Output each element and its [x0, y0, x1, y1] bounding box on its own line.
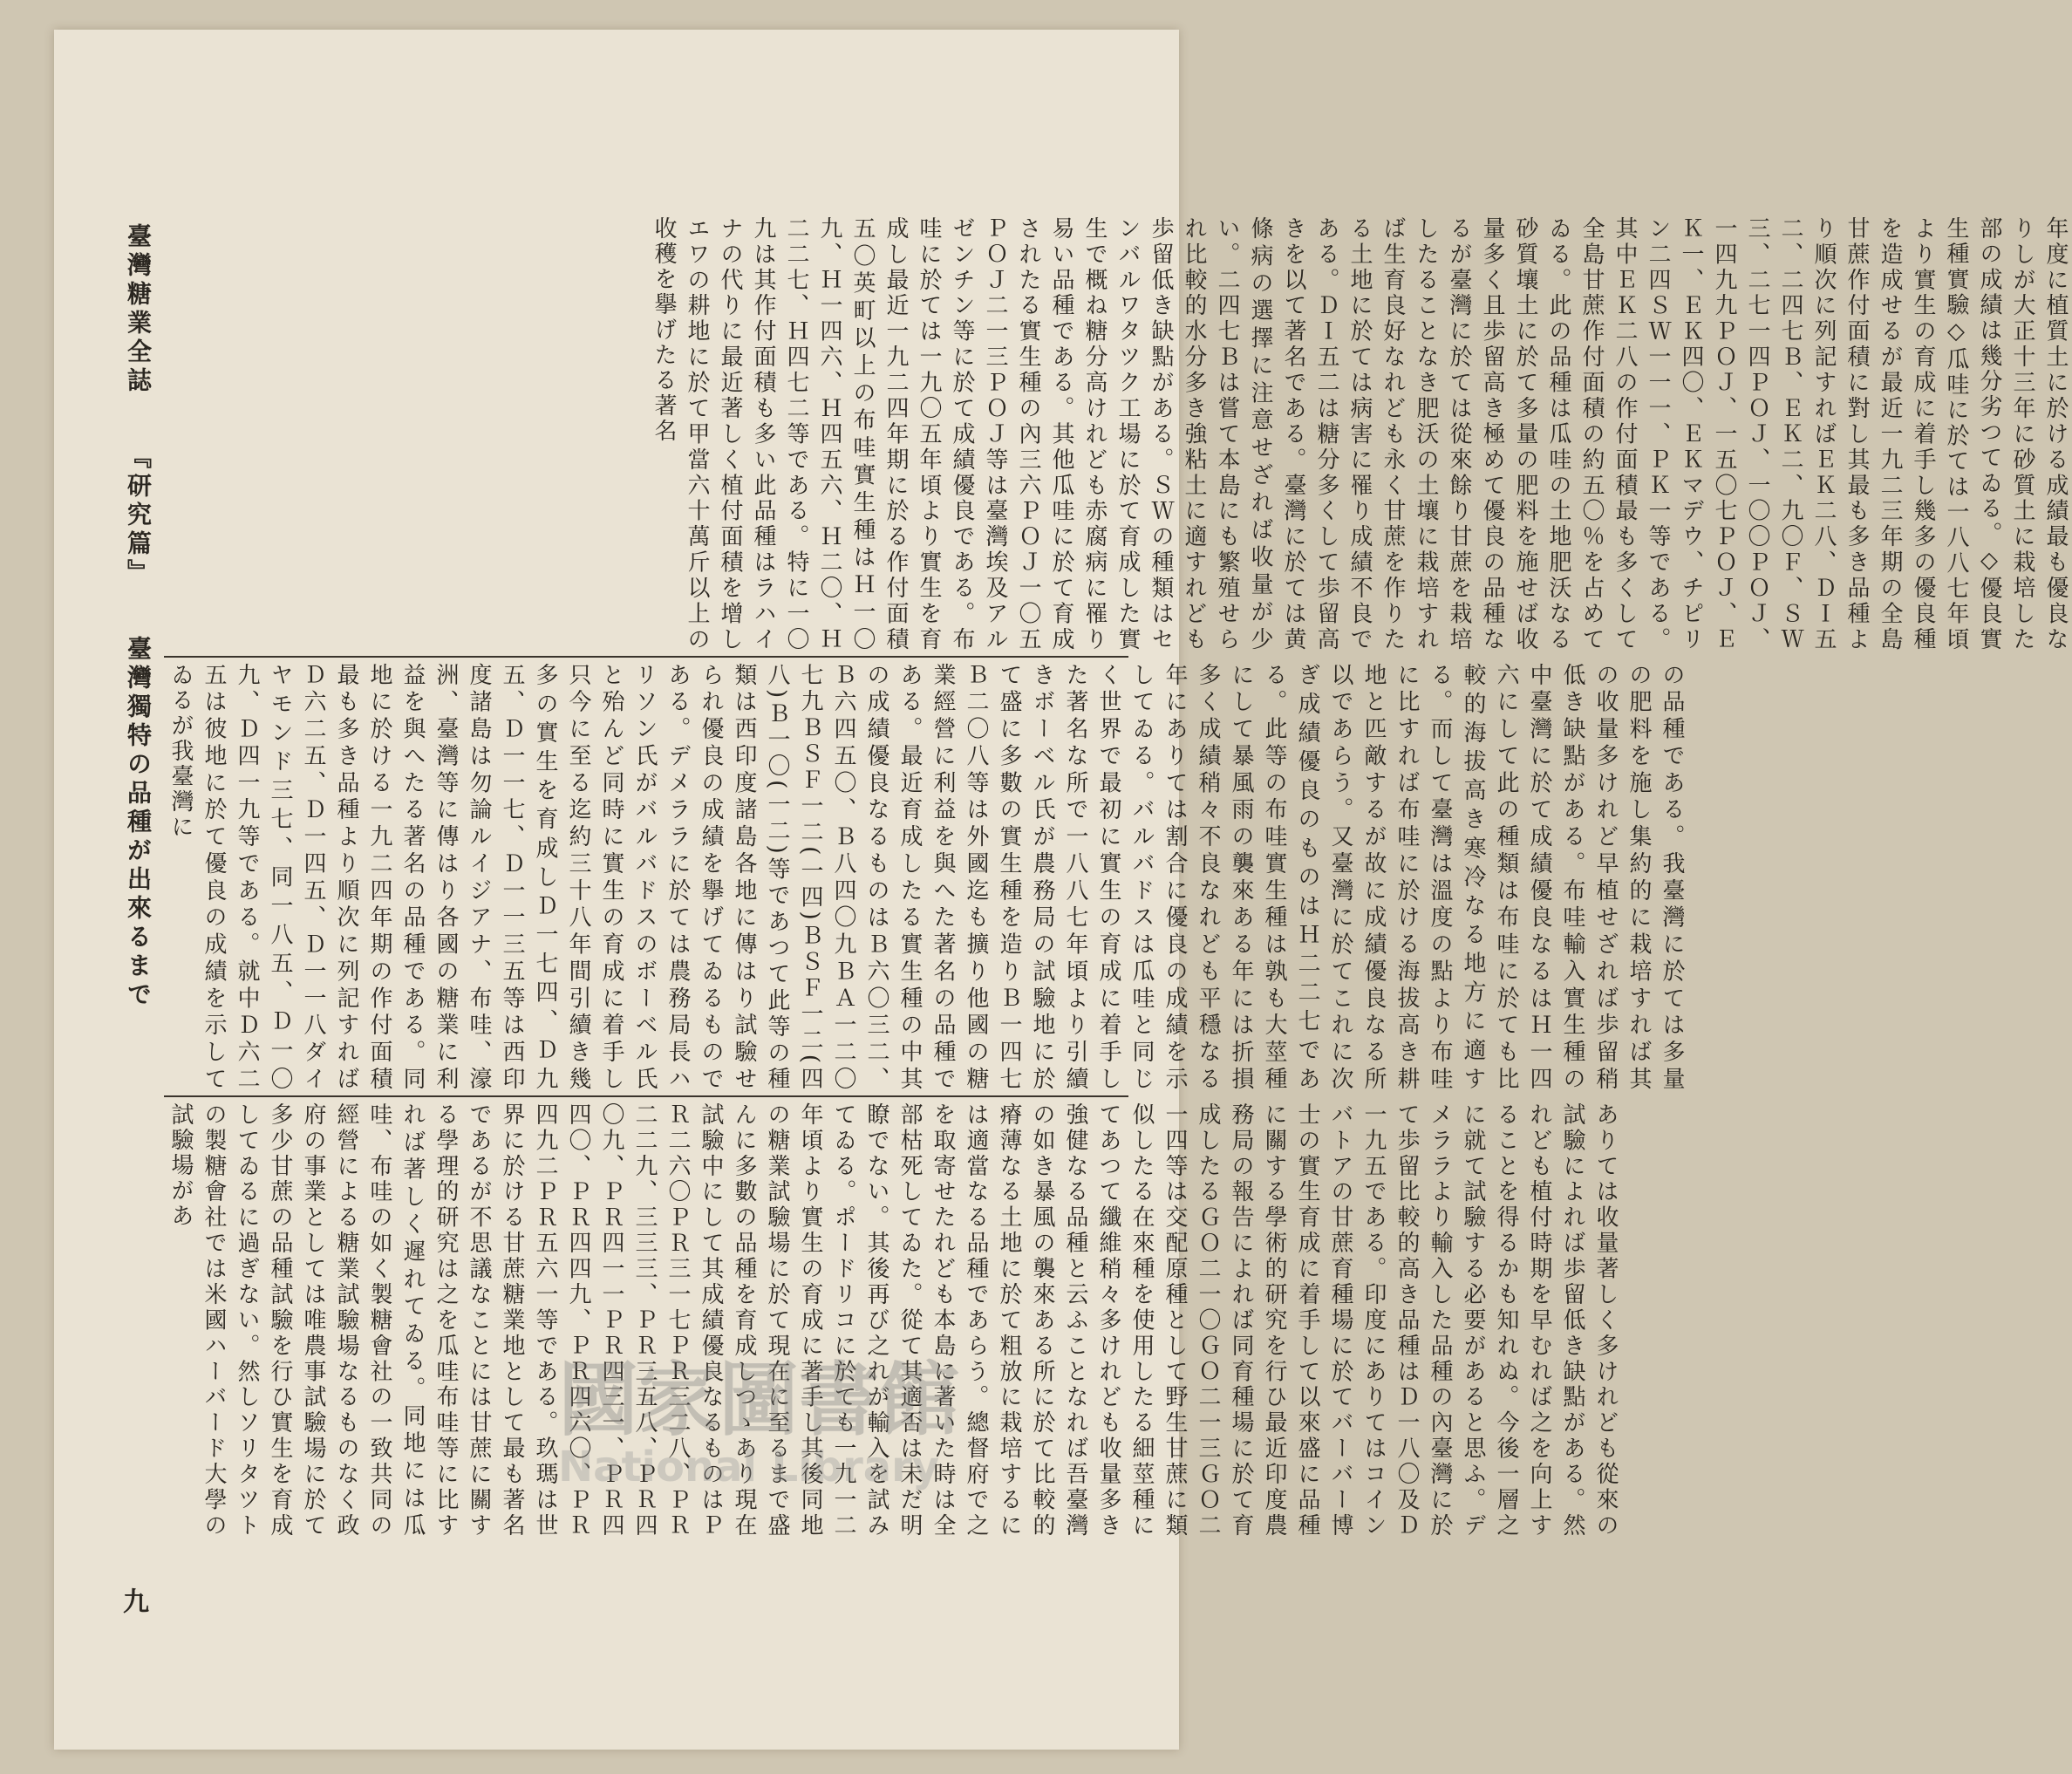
- text-block-top: [647, 216, 2069, 652]
- column-divider-top: [164, 656, 1128, 658]
- library-watermark: [558, 1354, 1134, 1561]
- text-block-middle-body: の品種である。我臺灣に於ては多量の肥料を施し集約的に栽培すれば其の收量多けれど早植せざれば歩留稍低き缺點がある。布哇輸入實生種の中臺灣に於て成績優良なるはＨ一四六にして此の種類は布哇に於ても比較的海拔高き寒冷なる地方に適する。而して臺灣は溫度の點より布哇に比すれば布哇に於ける海拔高き耕地と匹敵するが故に成績優良なる所以であらう。又臺灣に於てこれに次ぎ成績優良のものはＨ二二七である。此等の布哇實生種は孰も大莖種にして暴風雨の襲來ある年には折損多く成績稍々不良なれども平穩なる年にありては割合に優良の成績を示してゐる。バルバドスは瓜哇と同じく世界で最初に實生の育成に着手した著名な所で一八八七年頃より引續きボーベル氏が農務局の試驗地に於て盛に多數の實生種を造りＢ一四七Ｂ二〇八等は外國迄も擴り他國の糖業經營に利益を與へた著名の品種である。最近育成したる實生種の中其の成績優良なるものはＢ六〇三二、Ｂ六四五〇、Ｂ八四〇九ＢＡ一二〇七九ＢＳＦ一二(一四)ＢＳＦ一二(四八)Ｂ一〇(一二)等であつて此等の種類は西印度諸島各地に傳はり試驗せられ優良の成績を擧げてゐるものである。デメララに於ては農務局長ハリソン氏がバルバドスのボーベル氏と殆んど同時に實生の育成に着手し只今に至る迄約三十八年間引續き幾多の實生を育成しＤ一七四、Ｄ九五、Ｄ一一七、Ｄ一一三五等は西印度諸島は勿論ルイジアナ、布哇、濠洲、臺灣等に傳はり各國の糖業に利益を與へたる著名の品種である。同地に於ける一九二四年期の作付面積最も多き品種より順次に列記すればＤ六二五、Ｄ一四五、Ｄ一一八ダイヤモンド三七、同一八五、Ｄ一〇九、Ｄ四一九等である。就中Ｄ六二五は彼地に於て優良の成績を示してゐるが我臺灣に: [167, 663, 1685, 1093]
- section-title: 『研究篇』: [124, 443, 153, 588]
- column-divider-bottom: [164, 1095, 1128, 1097]
- text-block-top-right: 年度に植質土に於ける成績最も優良なりしが大正十三年に砂質土に栽培した部の成績は幾分劣つてゐる。◇優良實生種實驗◇瓜哇に於ては一八八七年頃より實生の育成に着手し幾多の優良種を造成せるが最近一九二三年期の全島甘蔗作付面積に對し其最も多き品種より順次に列記すればＥＫ二八、ＤＩ五二、二四七Ｂ、ＥＫ二、九〇Ｆ、ＳＷ三、二七一四ＰＯＪ、一〇〇ＰＯＪ、一四九九ＰＯＪ、一五〇七ＰＯＪ、ＥＫ一、ＥＫ四〇、ＥＫマデウ、チピリン二四ＳＷ一一一、ＰＫ一等である。其中ＥＫ二八の作付面積最も多くして全島甘蔗作付面積の約五〇％を占めてゐる。此の品種は瓜哇の土地肥沃なる砂質壤土に於て多量の肥料を施せば收量多く且歩留高き極めて優良の品種なるが臺灣に於ては從來餘り甘蔗を栽培したることなき肥沃の土壤に栽培すれば生育良好なれども永く甘蔗を作りたる土地に於ては病害に罹り成績不良である。ＤＩ五二は糖分多くして歩留高きを以て著名である。臺灣に於ては黄條病の選擇に注意せざれば收量が少い。二四七Ｂは嘗て本島にも繁殖せられ比較的水分多き強粘土に適すれども歩留低き缺點がある。ＳＷの種類はセンバルワタツク工場に於て育成した實生で概ね糖分高けれども赤腐病に罹り易い品種である。其他瓜哇に於て育成されたる實生種の內三六ＰＯＪ一〇五ＰＯＪ二一三ＰＯＪ等は臺灣埃及アルゼンチン等に於て成績優良である。布哇に於ては一九〇五年頃より實生を育成し最近一九二四年期に於る作付面積五〇英町以上の布哇實生種はＨ一〇九、Ｈ一四六、Ｈ四五六、Ｈ二〇、Ｈ二二七、Ｈ四七二等である。特に一〇九は其作付面積も多い此品種はラハイナの代りに最近著しく植付面積を增しエワの耕地に於て甲當六十萬斤以上の收穫を擧げたる著名: [651, 216, 2069, 652]
- watermark-sub: National Library: [558, 1443, 940, 1491]
- running-header: [120, 223, 155, 1095]
- page-number: 九: [118, 1587, 148, 1614]
- journal-title: 臺灣糖業全誌: [124, 223, 153, 396]
- article-title: 臺灣獨特の品種が出來るまで: [124, 635, 153, 1010]
- text-block-middle: [164, 663, 1685, 1093]
- text-block-bottom-body: ありては收量著しく多けれども從來の試驗によれば歩留低き缺點がある。然れども植付時期を早むれば之を向上することを得るかも知れぬ。今後一層之に就て試驗する必要があると思ふ。デメララより輸入した品種の內臺灣に於て歩留比較的高き品種はＤ一八〇及Ｄ一九五である。印度にありてはコインバトアの甘蔗育種場に於てバーバー博士の實生育成に着手して以來盛に品種に關する學術的研究を行ひ最近印度農務局の報告によれば同育種場に於て育成したるＧＯ二一〇ＧＯ二一三ＧＯ二一四等は交配原種として野生甘蔗に類似したる在來種を使用したる細莖種にてあつて纖維稍々多けれども收量多き強健なる品種と云ふことなれば吾臺灣の如き暴風の襲來ある所に於て比較的瘠薄なる土地に於て粗放に栽培するには適當なる品種であらう。總督府で之を取寄せたれども本島に著いた時は全部枯死してゐた。從て其適否は未だ明瞭でない。其後再び之れが輸入を試みてゐる。ポードリコに於ても一九一二年頃より實生の育成に著手し其後同地の糖業試驗場に於て現在に至るまで盛んに多數の品種を育成しつゝあり現在試驗中にして其成績優良なるものはＰＲ二六〇ＰＲ三一七ＰＲ三二八、ＰＲ二二九、三三三、ＰＲ三五八、ＰＲ四〇九、ＰＲ四一一ＰＲ四三一、ＰＲ四四〇、ＰＲ四四九、ＰＲ四六〇、ＰＲ四九二ＰＲ五六一等である。玖瑪は世界に於ける甘蔗糖業地として最も著名であるが不思議なことには甘蔗に關する學理的研究は之を瓜哇布哇等に比すれば著しく遲れてゐる。同地には瓜哇、布哇の如く製糖會社の一致共同の經營による糖業試驗場なるものなく政府の事業としては唯農事試驗場に於て多少甘蔗の品種試驗を行ひ實生を育成してゐるに過ぎない。然しソリタツトの製糖會社では米國ハーバード大學の試驗場があ: [167, 1102, 1619, 1539]
- watermark-main: 國家圖書館: [558, 1354, 960, 1447]
